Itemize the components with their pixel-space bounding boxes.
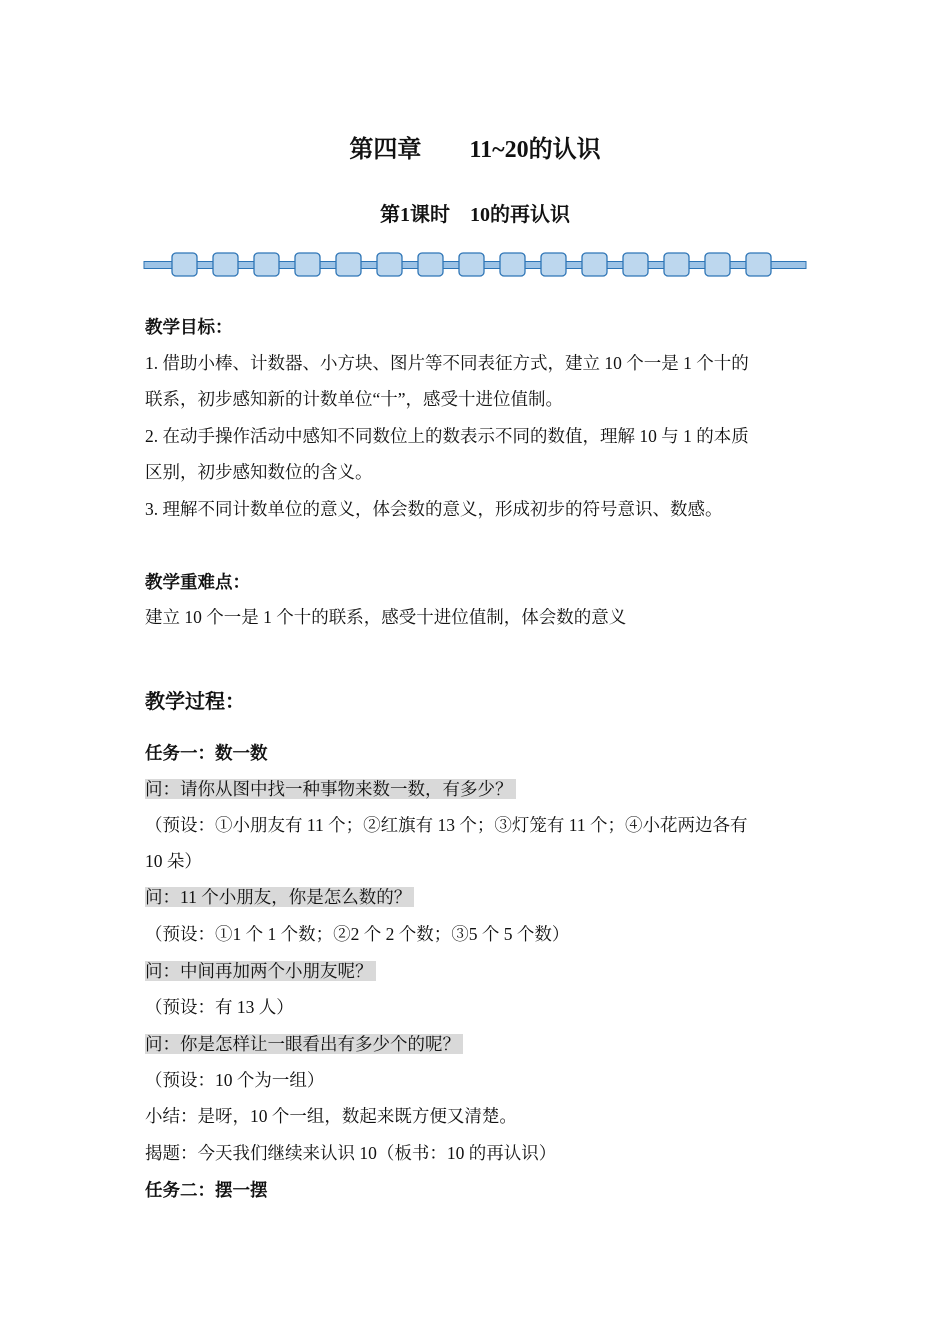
answer-1-line2: 10 朵） [145, 851, 202, 871]
goal-line: 3. 理解不同计数单位的意义，体会数的意义，形成初步的符号意识、数感。 [145, 499, 723, 519]
key-points-heading: 教学重难点： [145, 572, 250, 592]
lesson-title: 第1课时 10的再认识 [380, 204, 570, 226]
bead-icon [459, 253, 484, 276]
question-1: 问：请你从图中找一种事物来数一数，有多少？ [145, 779, 516, 799]
answer-2: （预设：①1 个 1 个数；②2 个 2 个数；③5 个 5 个数） [145, 924, 570, 944]
task2-heading: 任务二：摆一摆 [145, 1180, 268, 1200]
bead-icon [664, 253, 689, 276]
bead-icon [623, 253, 648, 276]
bead-icon [582, 253, 607, 276]
bead-icon [213, 253, 238, 276]
bead-icon [295, 253, 320, 276]
bead-divider-decoration [143, 251, 807, 279]
answer-1-line1: （预设：①小朋友有 11 个；②红旗有 13 个；③灯笼有 11 个；④小花两边各有 [145, 815, 748, 835]
question-2: 问：11 个小朋友，你是怎么数的？ [145, 887, 414, 907]
bead-icon [746, 253, 771, 276]
summary: 小结：是呀，10 个一组，数起来既方便又清楚。 [145, 1106, 517, 1126]
bead-icon [336, 253, 361, 276]
bead-icon [541, 253, 566, 276]
goal-line: 1. 借助小棒、计数器、小方块、图片等不同表征方式，建立 10 个一是 1 个十的 [145, 353, 749, 373]
task1-heading: 任务一：数一数 [145, 743, 268, 763]
goal-line: 2. 在动手操作活动中感知不同数位上的数表示不同的数值，理解 10 与 1 的本质 [145, 426, 749, 446]
bead-icon [500, 253, 525, 276]
topic-reveal: 揭题：今天我们继续来认识 10（板书：10 的再认识） [145, 1143, 557, 1163]
bead-icon [377, 253, 402, 276]
divider-beads [172, 253, 771, 276]
bead-icon [418, 253, 443, 276]
bead-icon [254, 253, 279, 276]
chapter-title: 第四章 11~20的认识 [349, 137, 601, 163]
bead-icon [705, 253, 730, 276]
key-points-text: 建立 10 个一是 1 个十的联系，感受十进位值制，体会数的意义 [145, 607, 627, 627]
process-heading: 教学过程： [145, 691, 245, 713]
goal-line: 区别，初步感知数位的含义。 [145, 462, 373, 482]
question-4: 问：你是怎样让一眼看出有多少个的呢？ [145, 1034, 463, 1054]
question-3: 问：中间再加两个小朋友呢？ [145, 961, 376, 981]
answer-4: （预设：10 个为一组） [145, 1070, 325, 1090]
bead-icon [172, 253, 197, 276]
goal-line: 联系，初步感知新的计数单位“十”，感受十进位值制。 [145, 389, 564, 409]
goals-heading: 教学目标： [145, 317, 233, 337]
answer-3: （预设：有 13 人） [145, 997, 294, 1017]
